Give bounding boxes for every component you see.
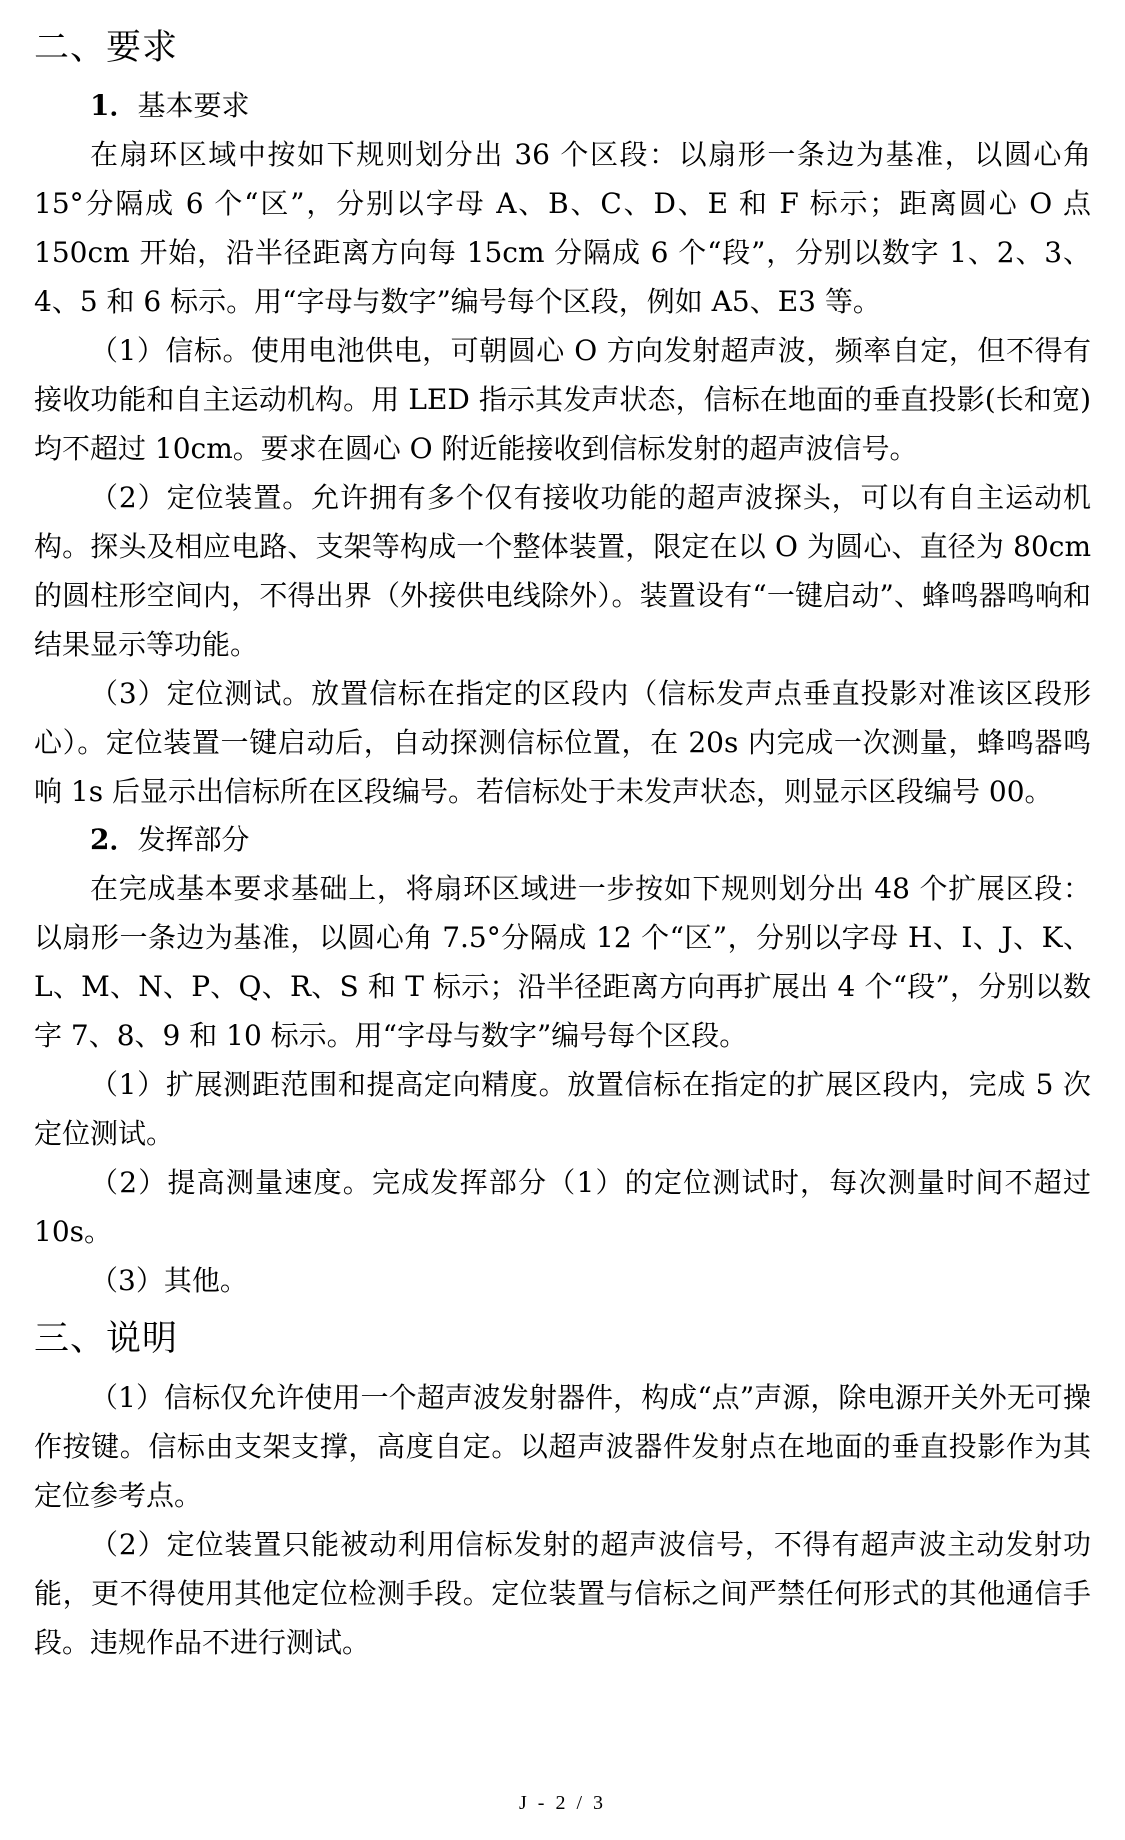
section-title-requirements: 二、要求 (34, 28, 179, 68)
subheading-text: 发挥部分 (137, 823, 250, 856)
notes-item-beacon: （1）信标仅允许使用一个超声波发射器件，构成“点”声源，除电源开关外无可操作按键。信标由支架支撑，高度自定。以超声波器件发射点在地面的垂直投影作为其定位参考点。 (34, 1381, 1091, 1512)
extended-intro-paragraph: 在完成基本要求基础上，将扇环区域进一步按如下规则划分出 48 个扩展区段：以扇形一条边为基准，以圆心角 7.5°分隔成 12 个“区”，分别以字母 H、I、J、K、L、M、N、P、Q、R、S 和 T 标示；沿半径距离方向再扩展出 4 个“段”，分别以数字 7、8、9 和 10 标示。用“字母与数字”编号每个区段。 (34, 872, 1091, 1052)
extended-item-speed: （2）提高测量速度。完成发挥部分（1）的定位测试时，每次测量时间不超过 10s。 (34, 1166, 1091, 1248)
basic-item-beacon: （1）信标。使用电池供电，可朝圆心 O 方向发射超声波，频率自定，但不得有接收功能和自主运动机构。用 LED 指示其发声状态，信标在地面的垂直投影(长和宽)均不超过 10cm。要求在圆心 O 附近能接收到信标发射的超声波信号。 (34, 334, 1091, 465)
subheading-text: 基本要求 (137, 89, 250, 122)
subheading-basic-requirements (34, 82, 1091, 130)
page-number-footer: J - 2 / 3 (519, 1792, 606, 1814)
basic-item-test: （3）定位测试。放置信标在指定的区段内（信标发声点垂直投影对准该区段形心）。定位装置一键启动后，自动探测信标位置，在 20s 内完成一次测量，蜂鸣器鸣响 1s 后显示出信标所在区段编号。若信标处于未发声状态，则显示区段编号 00。 (34, 677, 1091, 808)
subheading-number: 1． (90, 89, 138, 122)
notes-item-locator: （2）定位装置只能被动利用信标发射的超声波信号，不得有超声波主动发射功能，更不得使用其他定位检测手段。定位装置与信标之间严禁任何形式的其他通信手段。违规作品不进行测试。 (34, 1528, 1091, 1659)
extended-item-range: （1）扩展测距范围和提高定向精度。放置信标在指定的扩展区段内，完成 5 次定位测试。 (34, 1068, 1091, 1150)
extended-item-other: （3）其他。 (90, 1264, 248, 1297)
basic-intro-paragraph: 在扇环区域中按如下规则划分出 36 个区段：以扇形一条边为基准，以圆心角 15°分隔成 6 个“区”，分别以字母 A、B、C、D、E 和 F 标示；距离圆心 O 点 150cm 开始，沿半径距离方向每 15cm 分隔成 6 个“段”，分别以数字 1、2、3、4、5 和 6 标示。用“字母与数字”编号每个区段，例如 A5、E3 等。 (34, 138, 1091, 318)
basic-item-locator: （2）定位装置。允许拥有多个仅有接收功能的超声波探头，可以有自主运动机构。探头及相应电路、支架等构成一个整体装置，限定在以 O 为圆心、直径为 80cm 的圆柱形空间内，不得出界（外接供电线除外）。装置设有“一键启动”、蜂鸣器鸣响和结果显示等功能。 (34, 481, 1091, 661)
subheading-number: 2． (90, 823, 138, 856)
subheading-extended-part (34, 816, 1091, 864)
section-title-notes: 三、说明 (34, 1319, 179, 1359)
